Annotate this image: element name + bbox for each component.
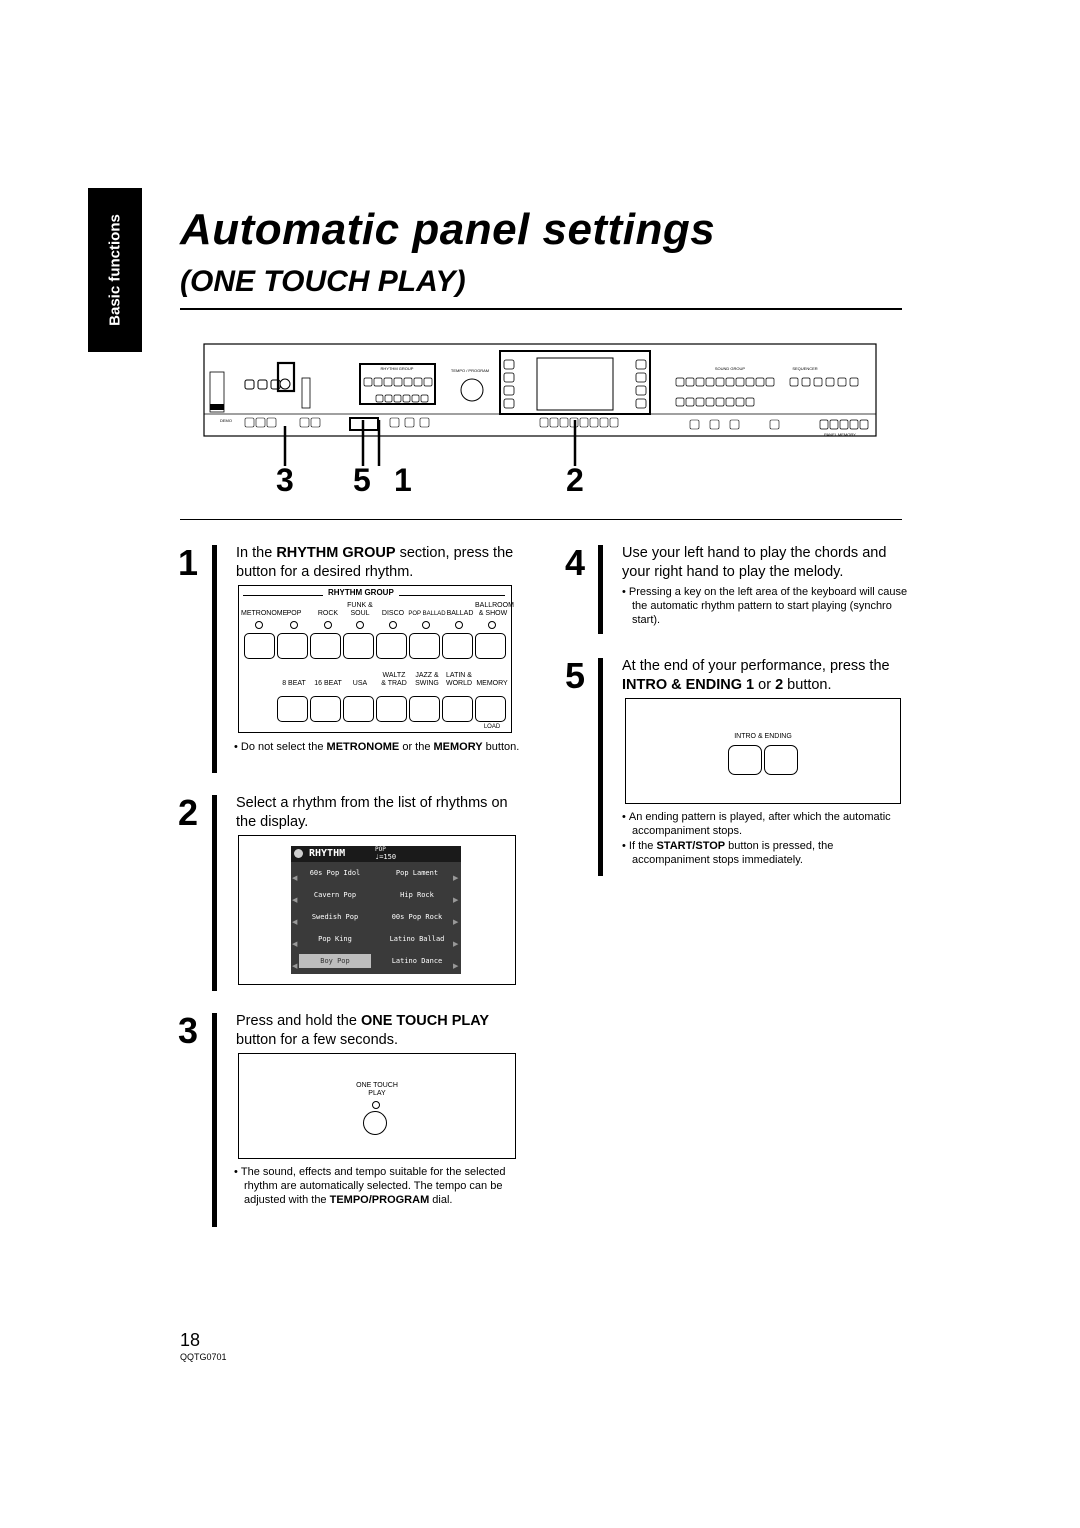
label-pop-ballad: POP BALLAD	[408, 611, 446, 617]
display-row-2	[299, 888, 449, 902]
display-item-selected[interactable]: Boy Pop	[299, 954, 371, 968]
label-memory: MEMORY	[476, 680, 508, 687]
one-touch-label: ONE TOUCH PLAY	[356, 1082, 398, 1097]
display-figure	[238, 835, 516, 985]
step-2-number: 2	[178, 792, 199, 833]
label-ballad: BALLAD	[446, 610, 474, 617]
callout-1: 1	[394, 462, 412, 498]
page-title: Automatic panel settings	[180, 205, 716, 254]
pop-ballad-button[interactable]	[409, 633, 440, 659]
ballad-button[interactable]	[442, 633, 473, 659]
display-item[interactable]: Hip Rock	[400, 891, 434, 899]
page-subtitle: (ONE TOUCH PLAY)	[180, 265, 466, 298]
panel-tempo-label: TEMPO / PROGRAM	[450, 368, 490, 373]
led-disco	[389, 621, 397, 629]
ballroom-show-button[interactable]	[475, 633, 506, 659]
panel-rhythm-group-label: RHYTHM GROUP	[380, 366, 414, 371]
section-rule	[180, 519, 902, 520]
right-arrow-icons: ▶ ▶ ▶ ▶ ▶	[453, 875, 459, 970]
led-rock	[324, 621, 332, 629]
callout-lines	[270, 418, 580, 468]
step-1-note: • Do not select the METRONOME or the MEMORY button.	[234, 741, 520, 753]
step-5-text: At the end of your performance, press the INTRO & ENDING 1 or 2 button.	[622, 658, 890, 693]
one-touch-figure	[238, 1053, 516, 1159]
intro-ending-figure	[625, 698, 901, 804]
left-arrow-icons: ◀ ◀ ◀ ◀ ◀	[292, 875, 298, 970]
step-1-number: 1	[178, 542, 199, 583]
step-4-note: • Pressing a key on the left area of the keyboard will cause the automatic rhythm pattern to start playing (synchro start).	[622, 586, 908, 626]
8-beat-button[interactable]	[277, 696, 308, 722]
intro-ending-2-button[interactable]	[764, 745, 798, 775]
disco-button[interactable]	[376, 633, 407, 659]
led-ballroom	[488, 621, 496, 629]
callout-5: 5	[353, 462, 371, 498]
callout-3: 3	[276, 462, 294, 498]
display-row-5	[299, 954, 449, 968]
lcd-screen	[291, 846, 461, 974]
display-row-4	[299, 932, 449, 946]
step-4-bar	[598, 545, 603, 634]
panel-sound-group-label: SOUND GROUP	[714, 366, 746, 371]
side-tab-label: Basic functions	[106, 214, 124, 326]
memory-button[interactable]	[475, 696, 506, 722]
display-category: POP	[375, 846, 386, 853]
label-latin-world: LATIN & WORLD	[445, 672, 473, 687]
step-5-number: 5	[565, 655, 586, 696]
rhythm-group-figure	[238, 585, 512, 733]
label-metronome: METRONOME	[241, 610, 288, 617]
panel-sequencer-label: SEQUENCER	[792, 366, 818, 371]
display-row-1	[299, 866, 449, 880]
led-ballad	[455, 621, 463, 629]
step-2-text: Select a rhythm from the list of rhythms on the display.	[236, 795, 508, 830]
panel-demo-label: DEMO	[220, 418, 232, 423]
rhythm-icon	[294, 849, 303, 858]
intro-ending-label: INTRO & ENDING	[734, 733, 792, 740]
label-pop: POP	[286, 610, 302, 617]
step-5-note-2: • If the START/STOP button is pressed, the accompaniment stops immediately.	[622, 840, 834, 866]
one-touch-led	[372, 1101, 380, 1109]
display-item[interactable]: Swedish Pop	[311, 913, 359, 921]
intro-ending-1-button[interactable]	[728, 745, 762, 775]
display-item[interactable]: Pop King	[318, 935, 352, 943]
led-metronome	[255, 621, 263, 629]
rock-button[interactable]	[310, 633, 341, 659]
step-1-bar	[212, 545, 217, 773]
label-waltz-trad: WALTZ & TRAD	[381, 672, 407, 687]
funk-soul-button[interactable]	[343, 633, 374, 659]
label-ballroom-show: BALLROOM & SHOW	[475, 602, 514, 617]
label-rock: ROCK	[317, 610, 339, 617]
display-item[interactable]: Pop Lament	[395, 869, 439, 877]
display-row-3	[299, 910, 449, 924]
page-number: 18	[180, 1330, 201, 1350]
one-touch-play-button[interactable]	[363, 1111, 387, 1135]
display-item[interactable]: 60s Pop Idol	[309, 869, 361, 877]
usa-button[interactable]	[343, 696, 374, 722]
label-disco: DISCO	[381, 610, 405, 617]
side-tab	[88, 188, 142, 352]
label-load: LOAD	[483, 724, 501, 730]
document-code: QQTG0701	[180, 1352, 227, 1362]
display-item[interactable]: Latino Dance	[391, 957, 443, 965]
step-3-text: Press and hold the ONE TOUCH PLAY button for a few seconds.	[236, 1013, 490, 1048]
step-5-note-1: • An ending pattern is played, after which the automatic accompaniment stops.	[622, 811, 891, 837]
led-funk-soul	[356, 621, 364, 629]
display-item[interactable]: 00s Pop Rock	[391, 913, 443, 921]
label-usa: USA	[352, 680, 368, 687]
label-8-beat: 8 BEAT	[282, 680, 306, 687]
display-header: RHYTHM	[309, 848, 346, 859]
pop-button[interactable]	[277, 633, 308, 659]
display-tempo: ♩=150	[375, 853, 397, 861]
display-item[interactable]: Cavern Pop	[313, 891, 357, 899]
led-pop	[290, 621, 298, 629]
panel-memory-label: PANEL MEMORY	[824, 432, 856, 437]
rhythm-group-header: RHYTHM GROUP	[323, 588, 399, 597]
display-item[interactable]: Latino Ballad	[389, 935, 445, 943]
step-3-bar	[212, 1013, 217, 1227]
title-rule	[180, 308, 902, 310]
led-pop-ballad	[422, 621, 430, 629]
callout-2: 2	[566, 462, 584, 498]
jazz-swing-button[interactable]	[409, 696, 440, 722]
step-3-number: 3	[178, 1010, 199, 1051]
label-16-beat: 16 BEAT	[314, 680, 342, 687]
step-2-bar	[212, 795, 217, 991]
waltz-trad-button[interactable]	[376, 696, 407, 722]
metronome-button[interactable]	[244, 633, 275, 659]
latin-world-button[interactable]	[442, 696, 473, 722]
step-4-text: Use your left hand to play the chords and your right hand to play the melody.	[622, 545, 887, 580]
step-1-text: In the RHYTHM GROUP section, press the button for a desired rhythm.	[236, 545, 514, 580]
16-beat-button[interactable]	[310, 696, 341, 722]
step-3-note: • The sound, effects and tempo suitable for the selected rhythm are automatically selected. The tempo can be adjusted with the TEMPO/PROGRAM dial.	[234, 1166, 506, 1206]
step-5-bar	[598, 658, 603, 876]
label-jazz-swing: JAZZ & SWING	[415, 672, 439, 687]
step-4-number: 4	[565, 542, 586, 583]
label-funk-soul: FUNK & SOUL	[347, 602, 373, 617]
